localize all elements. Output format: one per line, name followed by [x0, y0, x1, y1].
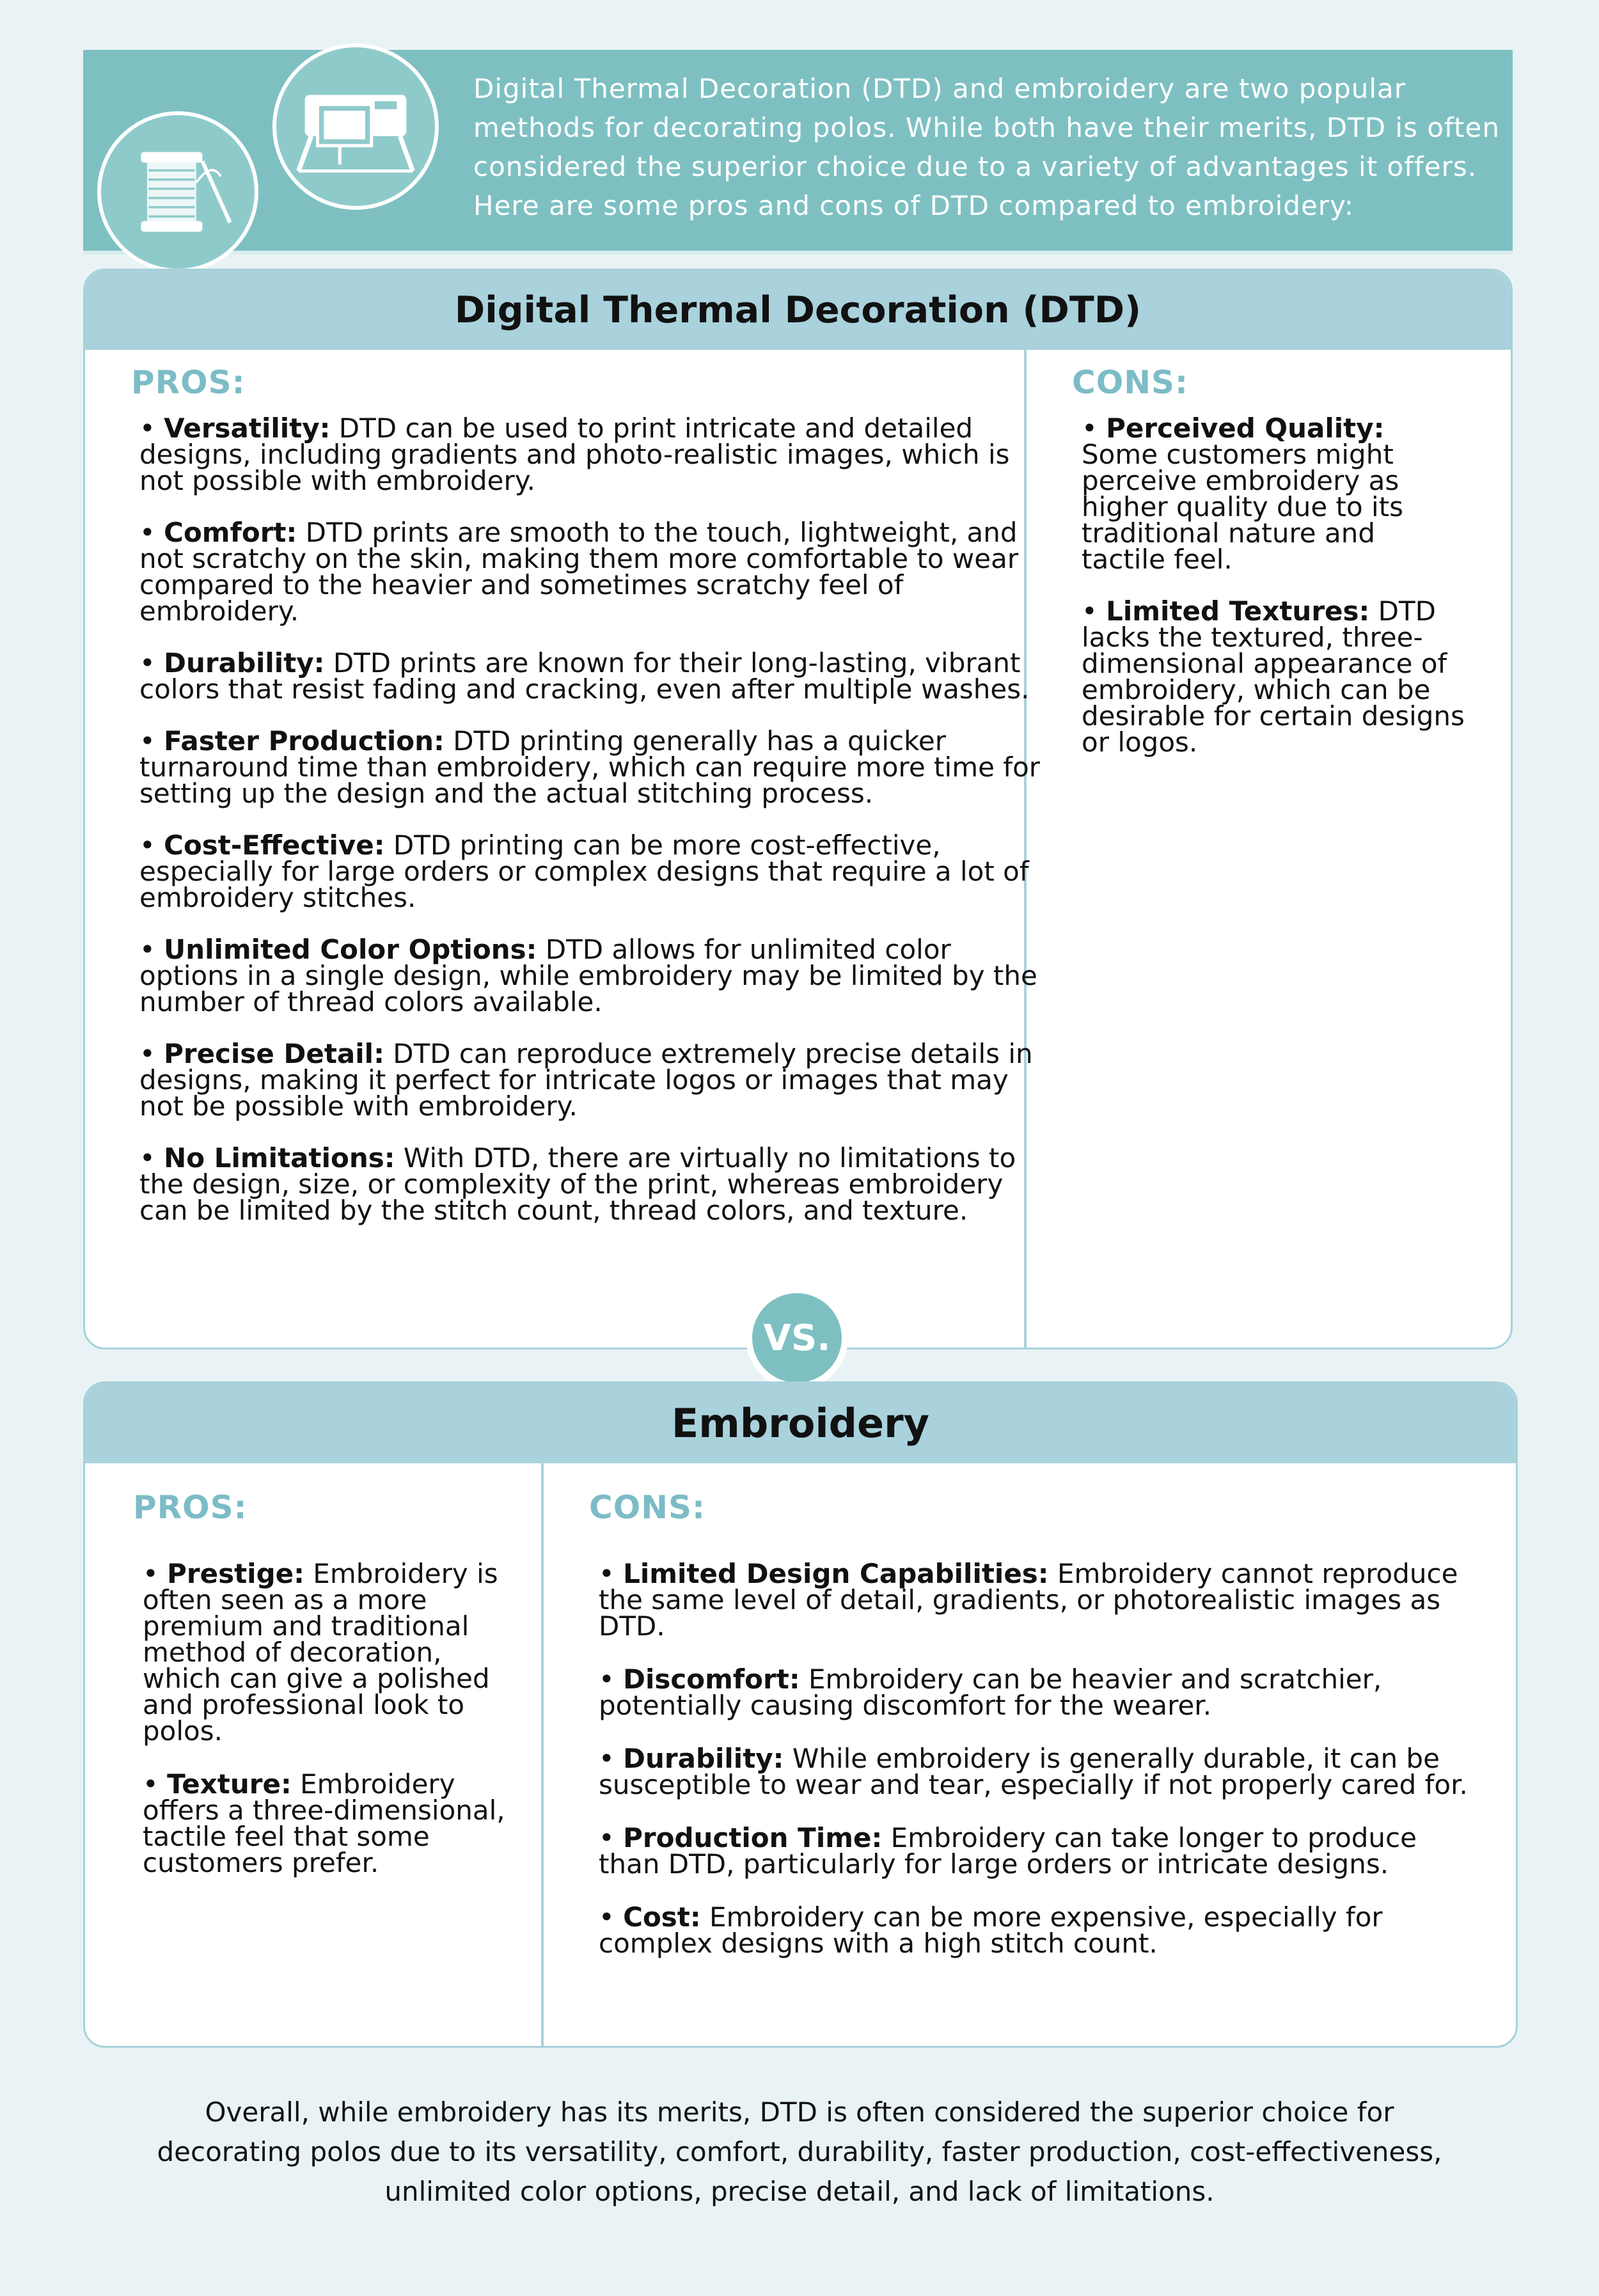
item-text: Some customers might perceive embroidery as higher quality due to its traditional nature and tactile feel.	[1082, 439, 1404, 575]
item-text: DTD can be used to print intricate and detailed designs, including gradients and photo-realistic images, which is not possible with embroidery.	[139, 413, 1010, 496]
item-title: Production Time:	[623, 1822, 883, 1853]
item-text: Embroidery offers a three-dimensional, tactile feel that some customers prefer.	[143, 1768, 505, 1878]
embroidery-cons-list	[599, 1558, 1485, 1959]
intro-banner	[83, 50, 1513, 255]
item-text: DTD prints are smooth to the touch, lightweight, and not scratchy on the skin, making them more comfortable to wear compared to the heavier and sometimes scratchy feel of embroidery.	[139, 517, 1019, 627]
item-text: Embroidery cannot reproduce the same level of detail, gradients, or photorealistic images as DTD.	[599, 1558, 1458, 1642]
item-text: With DTD, there are virtually no limitations to the design, size, or complexity of the print, whereas embroidery can be limited by the stitch count, thread colors, and texture.	[139, 1142, 1016, 1226]
list-item: • Precise Detail: DTD can reproduce extremely precise details in designs, making it perfect for intricate logos or images that may not be possible with embroidery.	[139, 1038, 1033, 1122]
item-text: DTD printing generally has a quicker turnaround time than embroidery, which can require more time for setting up the design and the actual stitching process.	[139, 725, 1041, 809]
dtd-title: Digital Thermal Decoration (DTD)	[85, 271, 1511, 350]
item-title: Unlimited Color Options:	[164, 934, 537, 965]
embroidery-pros-list	[143, 1558, 514, 1878]
list-item: • Production Time: Embroidery can take longer to produce than DTD, particularly for large orders or intricate designs.	[599, 1822, 1417, 1880]
item-title: Texture:	[167, 1768, 292, 1800]
embroidery-title: Embroidery	[85, 1383, 1516, 1463]
dtd-card	[83, 269, 1513, 1349]
item-title: Versatility:	[164, 413, 331, 444]
list-item: • Comfort: DTD prints are smooth to the touch, lightweight, and not scratchy on the skin, making them more comfortable to wear compared to the heavier and sometimes scratchy feel of embroidery.	[139, 517, 1019, 627]
dtd-pros-list	[139, 413, 1041, 1226]
conclusion-text: Overall, while embroidery has its merits, DTD is often considered the superior choice for decorating polos due to its versatility, comfort, durability, faster production, cost-effectiveness, unlimited color options, precise detail, and lack of limitations.	[157, 2096, 1442, 2207]
list-item: • Durability: While embroidery is generally durable, it can be susceptible to wear and tear, especially if not properly cared for.	[599, 1743, 1468, 1800]
item-text: While embroidery is generally durable, it can be susceptible to wear and tear, especially if not properly cared for.	[599, 1743, 1468, 1800]
intro-text: Digital Thermal Decoration (DTD) and embroidery are two popular methods for decorating polos. While both have their merits, DTD is often considered the superior choice due to a variety of advantages it offers. Here are some pros and cons of DTD compared to embroidery:	[473, 73, 1500, 221]
item-text: DTD allows for unlimited color options in a single design, while embroidery may be limited by the number of thread colors available.	[139, 934, 1037, 1018]
list-item: • Durability: DTD prints are known for their long-lasting, vibrant colors that resist fading and cracking, even after multiple washes.	[139, 647, 1030, 705]
item-title: Cost:	[623, 1901, 701, 1933]
list-item: • Cost-Effective: DTD printing can be more cost-effective, especially for large orders or complex designs that require a lot of embroidery stitches.	[139, 830, 1029, 913]
item-title: Limited Textures:	[1106, 595, 1370, 627]
list-item: • Unlimited Color Options: DTD allows for unlimited color options in a single design, while embroidery may be limited by the number of thread colors available.	[139, 934, 1037, 1018]
list-item: • Perceived Quality: Some customers might perceive embroidery as higher quality due to its traditional nature and tactile feel.	[1082, 413, 1404, 575]
item-title: Limited Design Capabilities:	[623, 1558, 1049, 1589]
vs-badge: VS.	[746, 1287, 848, 1389]
thread-spool-icon	[97, 111, 258, 272]
item-text: DTD prints are known for their long-lasting, vibrant colors that resist fading and cracking, even after multiple washes.	[139, 647, 1030, 705]
list-item: • Cost: Embroidery can be more expensive, especially for complex designs with a high stitch count.	[599, 1901, 1383, 1959]
dtd-cons-list	[1082, 413, 1465, 758]
list-item: • No Limitations: With DTD, there are virtually no limitations to the design, size, or complexity of the print, whereas embroidery can be limited by the stitch count, thread colors, and texture.	[139, 1142, 1016, 1226]
dtd-pros-label: PROS:	[131, 364, 246, 401]
item-title: Precise Detail:	[164, 1038, 384, 1069]
item-text: DTD can reproduce extremely precise details in designs, making it perfect for intricate logos or images that may not be possible with embroidery.	[139, 1038, 1033, 1122]
list-item: • Texture: Embroidery offers a three-dimensional, tactile feel that some customers prefer.	[143, 1768, 505, 1878]
dtd-cons-label: CONS:	[1072, 364, 1189, 401]
list-item: • Prestige: Embroidery is often seen as a more premium and traditional method of decoration, which can give a polished and professional look to polos.	[143, 1558, 498, 1747]
item-text: DTD printing can be more cost-effective, especially for large orders or complex designs that require a lot of embroidery stitches.	[139, 830, 1029, 913]
item-title: No Limitations:	[164, 1142, 395, 1174]
item-title: Perceived Quality:	[1106, 413, 1385, 444]
embroidery-pros-label: PROS:	[133, 1489, 248, 1526]
embroidery-column-divider	[541, 1463, 544, 2046]
item-title: Cost-Effective:	[164, 830, 385, 861]
printer-machine-icon	[272, 43, 439, 210]
item-title: Comfort:	[164, 517, 297, 548]
item-text: Embroidery can be more expensive, especially for complex designs with a high stitch count.	[599, 1901, 1383, 1959]
item-title: Prestige:	[167, 1558, 304, 1589]
item-text: Embroidery can take longer to produce than DTD, particularly for large orders or intricate designs.	[599, 1822, 1417, 1880]
list-item: • Discomfort: Embroidery can be heavier and scratchier, potentially causing discomfort for the wearer.	[599, 1663, 1382, 1721]
list-item: • Limited Design Capabilities: Embroidery cannot reproduce the same level of detail, gradients, or photorealistic images as DTD.	[599, 1558, 1458, 1642]
item-title: Durability:	[164, 647, 325, 679]
item-title: Discomfort:	[623, 1663, 800, 1695]
list-item: • Versatility: DTD can be used to print intricate and detailed designs, including gradients and photo-realistic images, which is not possible with embroidery.	[139, 413, 1010, 496]
item-text: DTD lacks the textured, three-dimensional appearance of embroidery, which can be desirable for certain designs or logos.	[1082, 595, 1465, 758]
list-item: • Limited Textures: DTD lacks the textured, three-dimensional appearance of embroidery, which can be desirable for certain designs or logos.	[1082, 595, 1465, 758]
embroidery-card	[83, 1381, 1518, 2048]
item-text: Embroidery is often seen as a more premium and traditional method of decoration, which can give a polished and professional look to polos.	[143, 1558, 498, 1747]
item-title: Faster Production:	[164, 725, 445, 757]
embroidery-cons-label: CONS:	[589, 1489, 706, 1526]
item-title: Durability:	[623, 1743, 784, 1774]
list-item: • Faster Production: DTD printing generally has a quicker turnaround time than embroidery, which can require more time for setting up the design and the actual stitching process.	[139, 725, 1041, 809]
item-text: Embroidery can be heavier and scratchier, potentially causing discomfort for the wearer.	[599, 1663, 1382, 1721]
